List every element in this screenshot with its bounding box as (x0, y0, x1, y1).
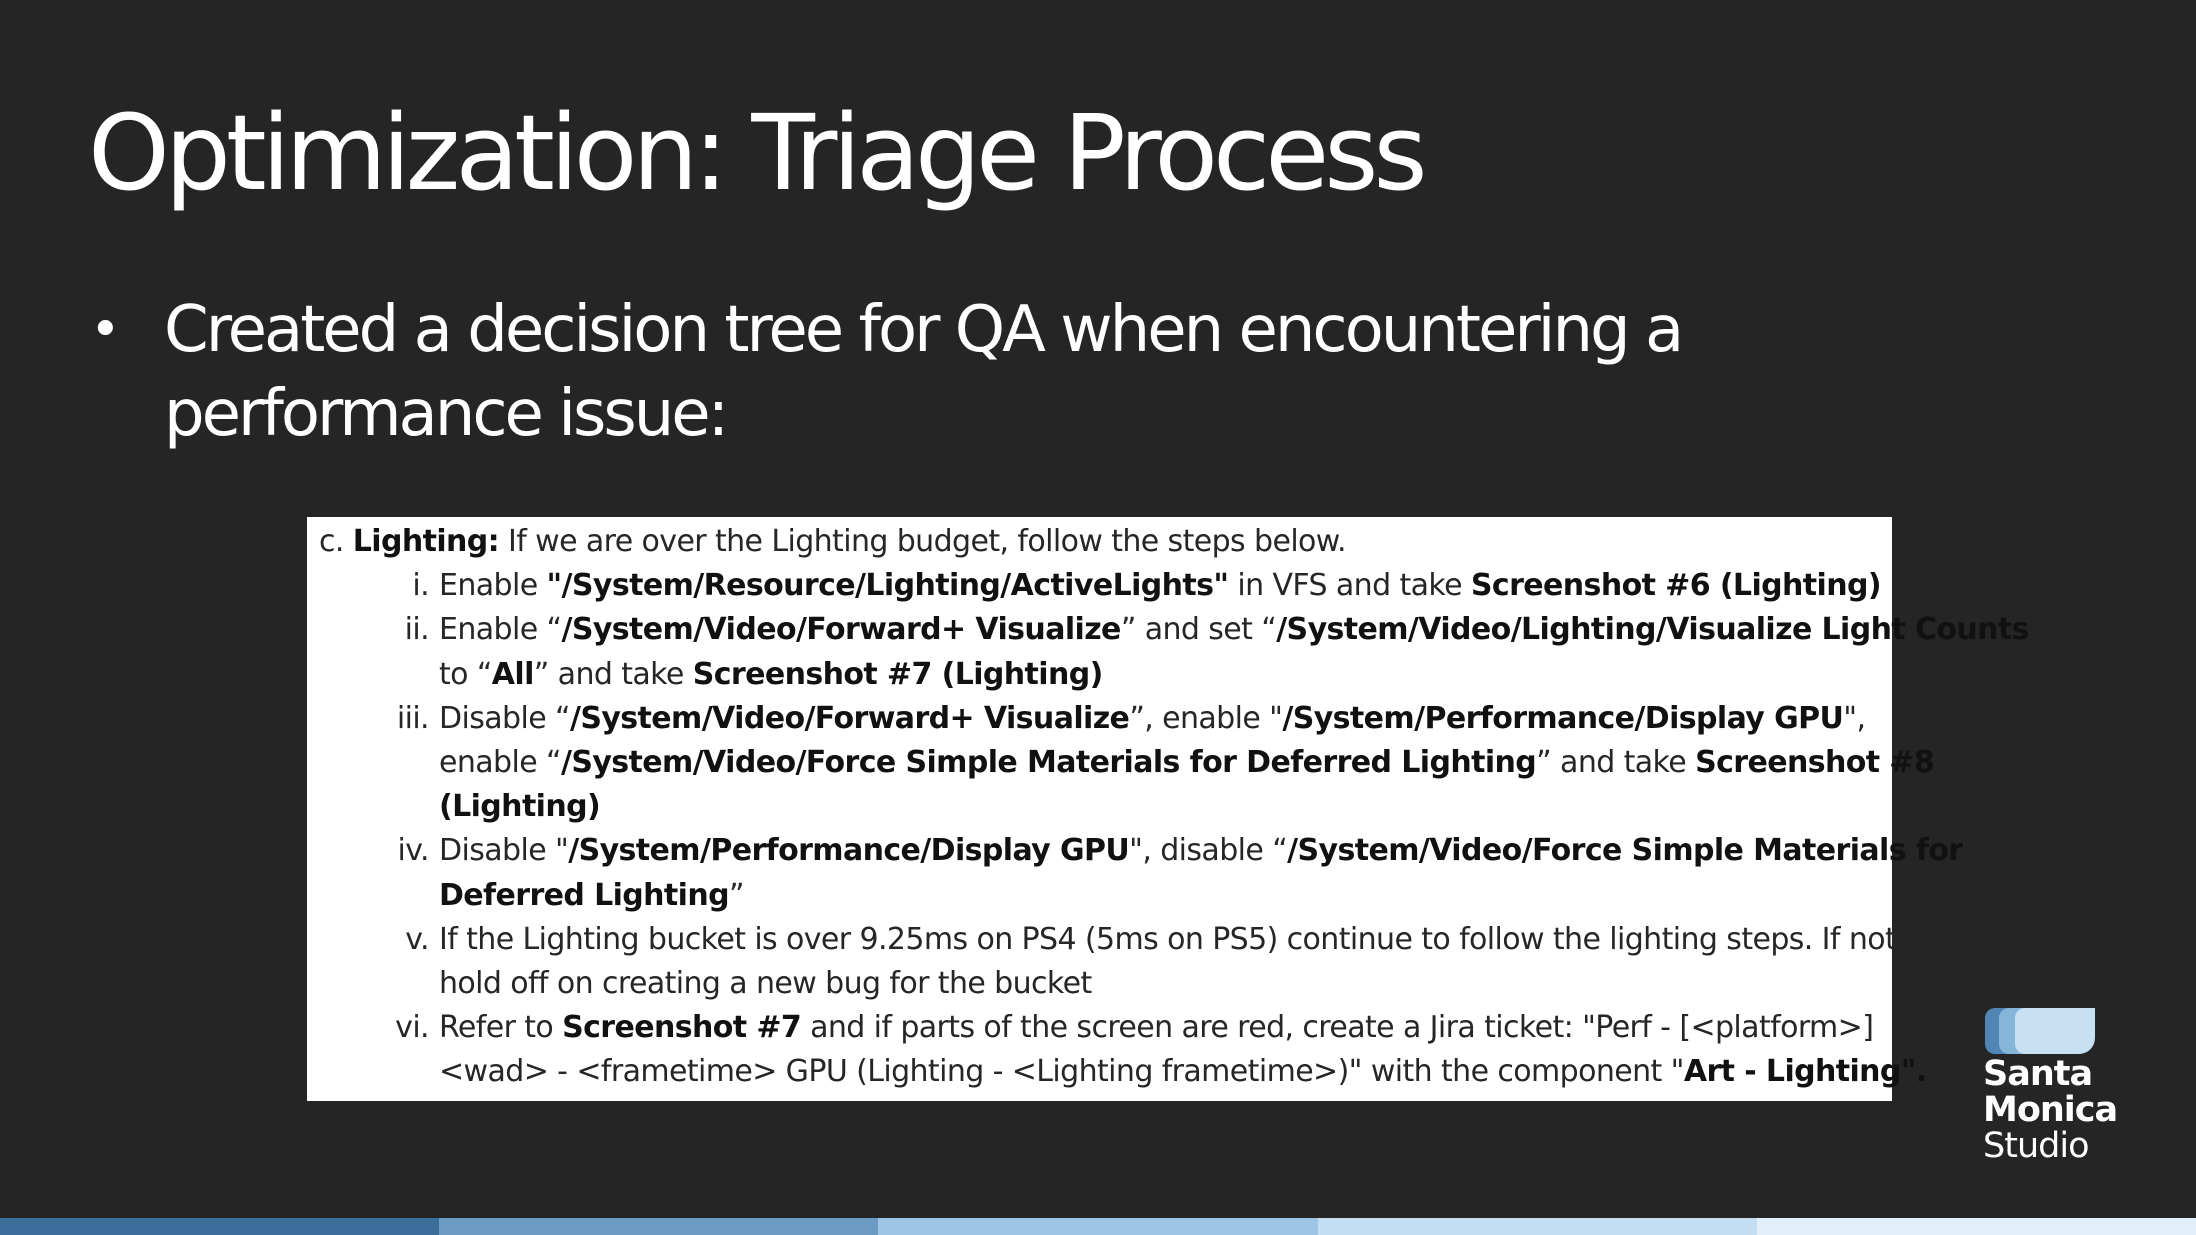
step-marker: iii. (396, 700, 429, 736)
section-marker: c. (319, 524, 344, 559)
step-marker: i. (412, 568, 429, 604)
step-i (319, 564, 1884, 608)
section-text: If we are over the Lighting budget, follow the steps below. (499, 524, 1346, 559)
step-screenshot: (Lighting) (439, 789, 601, 825)
santa-monica-studio-logo (1983, 1008, 2143, 1164)
step-path: Deferred Lighting (439, 877, 729, 913)
bullet-text: Created a decision tree for QA when encountering a performance issue: (164, 293, 1682, 451)
step-path: /System/Video/Forward+ Visualize (569, 700, 1130, 736)
step-text: to “ (439, 656, 492, 692)
step-path: /System/Performance/Display GPU (1282, 700, 1844, 736)
step-text: ” (2028, 612, 2044, 648)
step-iii (319, 697, 1935, 830)
step-text: Disable " (439, 833, 569, 869)
step-text: ", (1843, 700, 1866, 736)
step-text: Enable “ (439, 612, 562, 648)
logo-word-santa: Santa (1983, 1054, 2093, 1094)
step-screenshot: Screenshot #7 (Lighting) (692, 656, 1103, 692)
step-value: All (491, 656, 534, 692)
slide-title: Optimization: Triage Process (88, 92, 1423, 214)
step-text: in VFS and take (1228, 568, 1471, 604)
step-path: /System/Video/Lighting/Visualize Light Counts (1276, 612, 2029, 648)
step-component: Art - Lighting". (1683, 1054, 1927, 1090)
step-text: hold off on creating a new bug for the bucket (439, 966, 1092, 1002)
step-marker: iv. (397, 833, 429, 869)
stripe-segment (1318, 1218, 1757, 1235)
step-screenshot: Screenshot #8 (1695, 745, 1935, 781)
bullet-dot: • (90, 300, 121, 360)
step-marker: vi. (395, 1010, 429, 1046)
step-vi (319, 1006, 1927, 1094)
step-path: /System/Video/Force Simple Materials for Deferred Lighting (560, 745, 1537, 781)
step-text: ” and take (533, 656, 693, 692)
step-text: Refer to (439, 1010, 563, 1046)
logo-word-monica: Monica (1983, 1090, 2118, 1130)
step-text: ” and take (1536, 745, 1696, 781)
step-path: /System/Performance/Display GPU (568, 833, 1130, 869)
footer-color-stripe (0, 1218, 2196, 1235)
stripe-segment (878, 1218, 1317, 1235)
step-screenshot: Screenshot #7 (562, 1010, 802, 1046)
step-ii (319, 608, 2044, 696)
step-text: Disable “ (439, 700, 570, 736)
step-iv (319, 829, 1963, 917)
section-lighting (319, 520, 1884, 564)
logo-mark-band (2015, 1008, 2095, 1054)
stripe-segment (1757, 1218, 2196, 1235)
section-label: Lighting: (352, 524, 500, 559)
step-path: "/System/Resource/Lighting/ActiveLights" (546, 568, 1229, 604)
step-marker: ii. (404, 612, 429, 648)
step-text: <wad> - <frametime> GPU (Lighting - <Lighting frametime>)" with the component " (439, 1054, 1684, 1090)
step-v (319, 918, 1906, 1006)
step-text: and if parts of the screen are red, create a Jira ticket: "Perf - [<platform>] (801, 1010, 1874, 1046)
step-marker: v. (405, 921, 429, 957)
logo-mark-icon (1985, 1008, 2097, 1056)
step-screenshot: Screenshot #6 (Lighting) (1470, 568, 1881, 604)
step-text: Enable (439, 568, 547, 604)
step-path: /System/Video/Force Simple Materials for (1287, 833, 1963, 869)
step-text: ” (729, 877, 744, 913)
stripe-segment (439, 1218, 878, 1235)
step-path: /System/Video/Forward+ Visualize (561, 612, 1121, 648)
step-text: ", disable “ (1129, 833, 1288, 869)
step-text: enable “ (439, 745, 561, 781)
logo-word-studio: Studio (1983, 1126, 2089, 1166)
step-text: ” and set “ (1120, 612, 1277, 648)
stripe-segment (0, 1218, 439, 1235)
step-text: If the Lighting bucket is over 9.25ms on PS4 (5ms on PS5) continue to follow the lighting steps. If not, (439, 921, 1906, 957)
step-text: ”, enable " (1129, 700, 1283, 736)
